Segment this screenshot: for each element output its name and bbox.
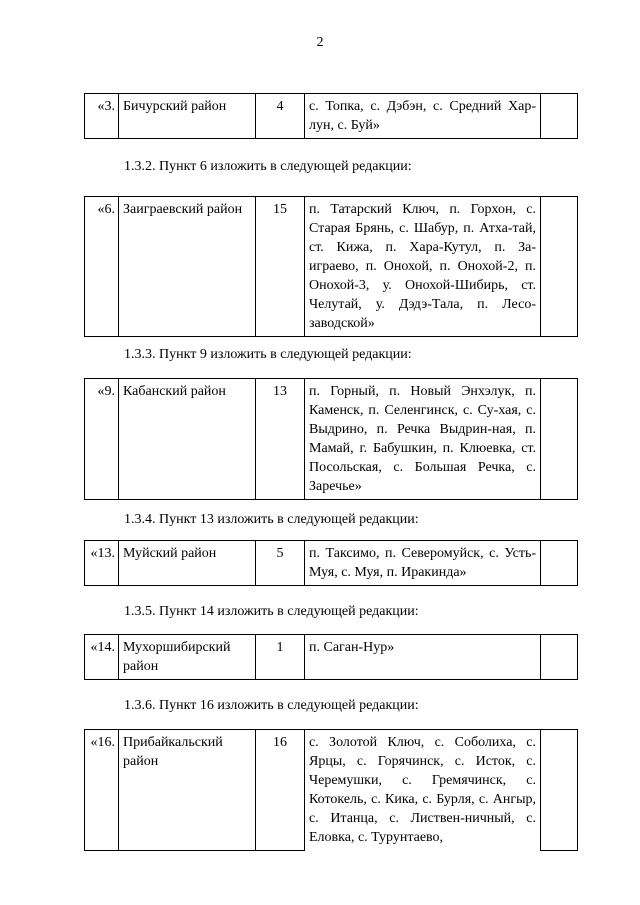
settlement-count: 5 xyxy=(256,541,305,586)
settlement-list: п. Таксимо, п. Северомуйск, с. Усть-Муя, с. Муя, п. Иракинда» xyxy=(305,541,541,586)
district-name: Бичурский район xyxy=(119,94,256,139)
paragraph: 1.3.6. Пункт 16 изложить в следующей редакции: xyxy=(124,698,419,713)
settlement-list: п. Татарский Ключ, п. Горхон, с. Старая Брянь, с. Шабур, п. Атха-тай, ст. Кижа, п. Хара-Кутул, п. За-играево, п. Онохой, п. Онохой-2, п. Онохой-3, у. Онохой-Шибирь, ст. Челутай, у. Дэдэ-Тала, п. Лесо-заводской» xyxy=(305,197,541,337)
settlement-count: 1 xyxy=(256,635,305,680)
empty-cell xyxy=(541,197,578,337)
settlement-count: 13 xyxy=(256,379,305,500)
district-name: Заиграевский район xyxy=(119,197,256,337)
empty-cell xyxy=(541,94,578,139)
district-name: Мухоршибирский район xyxy=(119,635,256,680)
settlement-count: 15 xyxy=(256,197,305,337)
empty-cell xyxy=(541,541,578,586)
settlement-list: п. Саган-Нур» xyxy=(305,635,541,680)
table-row xyxy=(84,378,578,500)
paragraph: 1.3.2. Пункт 6 изложить в следующей редакции: xyxy=(124,159,412,174)
page-number: 2 xyxy=(316,35,324,50)
district-name: Муйский район xyxy=(119,541,256,586)
paragraph: 1.3.3. Пункт 9 изложить в следующей редакции: xyxy=(124,347,412,362)
district-name: Прибайкальский район xyxy=(119,730,256,851)
item-number: «13. xyxy=(85,541,119,586)
district-name: Кабанский район xyxy=(119,379,256,500)
settlement-list: с. Топка, с. Дэбэн, с. Средний Хар-лун, с. Буй» xyxy=(305,94,541,139)
table-row xyxy=(84,540,578,586)
settlement-count: 16 xyxy=(256,730,305,851)
settlement-count: 4 xyxy=(256,94,305,139)
settlement-list: с. Золотой Ключ, с. Соболиха, с. Ярцы, с. Горячинск, с. Исток, с. Черемушки, с. Гремячинск, с. Котокель, с. Кика, с. Бурля, с. Ангыр, с. Итанца, с. Листвен-ничный, с. Еловка, с. Турунтаево, xyxy=(305,730,541,851)
table-row xyxy=(84,729,578,851)
item-number: «3. xyxy=(85,94,119,139)
table-row xyxy=(84,196,578,337)
paragraph: 1.3.5. Пункт 14 изложить в следующей редакции: xyxy=(124,604,419,619)
empty-cell xyxy=(541,379,578,500)
item-number: «6. xyxy=(85,197,119,337)
table-row xyxy=(84,634,578,680)
item-number: «16. xyxy=(85,730,119,851)
empty-cell xyxy=(541,730,578,851)
empty-cell xyxy=(541,635,578,680)
paragraph: 1.3.4. Пункт 13 изложить в следующей редакции: xyxy=(124,512,419,527)
item-number: «14. xyxy=(85,635,119,680)
table-row xyxy=(84,93,578,139)
item-number: «9. xyxy=(85,379,119,500)
settlement-list: п. Горный, п. Новый Энхэлук, п. Каменск, п. Селенгинск, с. Су-хая, с. Выдрино, п. Речка Выдрин-ная, п. Мамай, г. Бабушкин, п. Клюевка, ст. Посольская, с. Большая Речка, с. Заречье» xyxy=(305,379,541,500)
